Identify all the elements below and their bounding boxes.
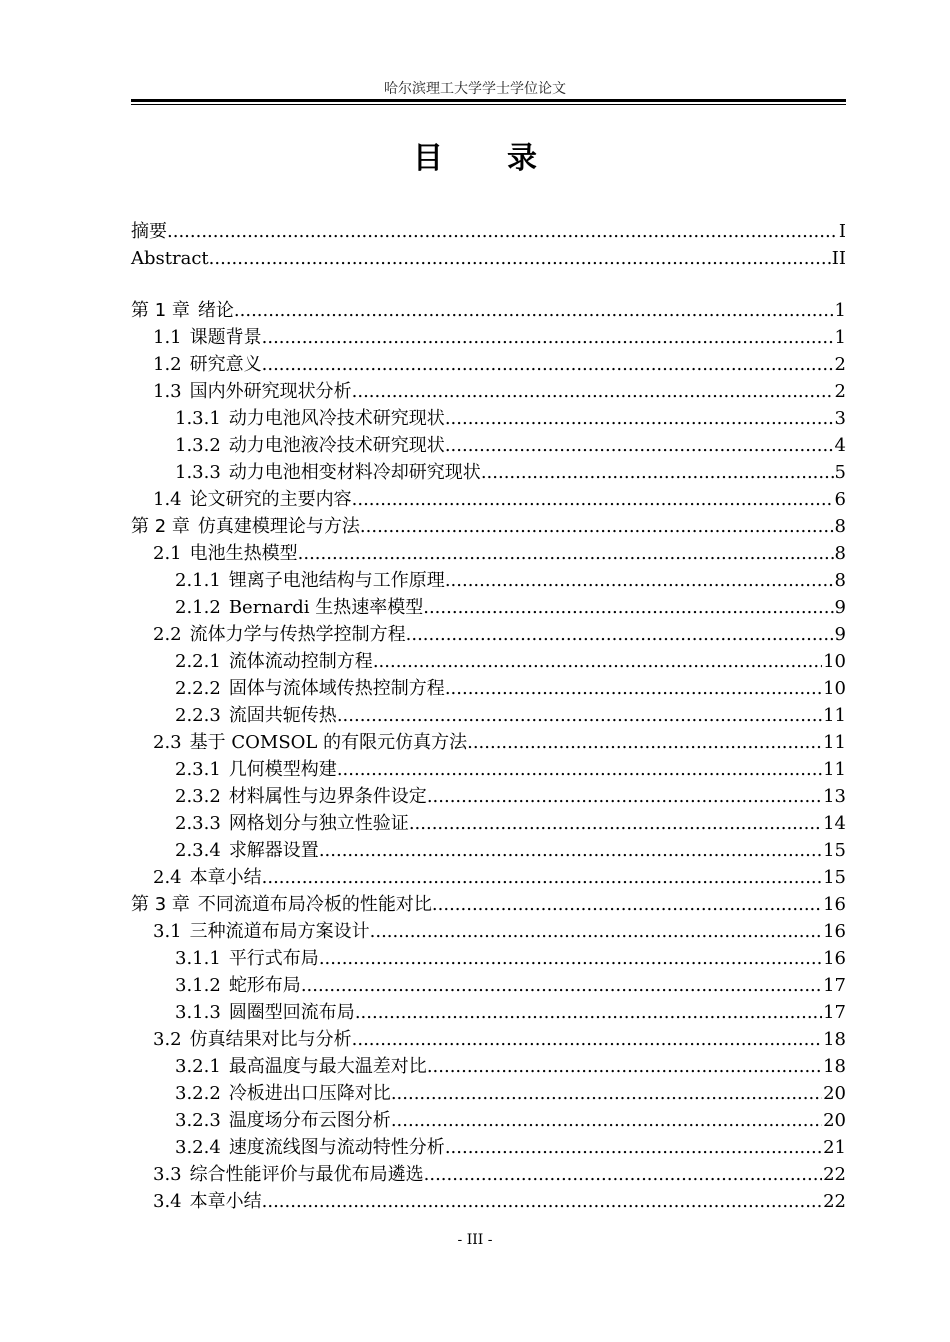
page-number-footer: - III - — [457, 1232, 493, 1248]
toc-entry-number: 3.2 — [153, 1029, 182, 1050]
toc-leader-dots — [319, 945, 822, 972]
toc-entry-number: 1.2 — [153, 354, 182, 375]
toc-entry-number: 3.2.3 — [175, 1110, 221, 1131]
toc-entry-label: 国内外研究现状分析 — [189, 381, 352, 402]
toc-entry-page: 13 — [823, 786, 846, 807]
toc-entry-number: 3.4 — [153, 1191, 182, 1212]
toc-entry[interactable] — [131, 918, 846, 945]
toc-entry[interactable] — [131, 351, 846, 378]
toc-entry-number: 3.2.4 — [175, 1137, 221, 1158]
toc-entry[interactable] — [131, 891, 846, 918]
toc-entry-number: 第 1 章 — [131, 300, 190, 321]
toc-entry-label: 冷板进出口压降对比 — [228, 1083, 391, 1104]
toc-entry-number: 1.3.3 — [175, 462, 221, 483]
toc-entry-number: 1.3.2 — [175, 435, 221, 456]
toc-entry[interactable] — [131, 1026, 846, 1053]
toc-entry-page: 18 — [823, 1029, 846, 1050]
toc-entry-number: 2.3.2 — [175, 786, 221, 807]
toc-entry-label: Bernardi 生热速率模型 — [228, 597, 424, 618]
toc-entry-page: 8 — [834, 516, 846, 537]
toc-leader-dots — [467, 729, 822, 756]
toc-entry-title — [175, 675, 445, 702]
toc-entry-number: 2.2 — [153, 624, 182, 645]
toc-entry-page: 11 — [823, 705, 846, 726]
toc-entry[interactable] — [131, 1188, 846, 1215]
toc-leader-dots — [209, 245, 831, 272]
toc-leader-dots — [337, 702, 822, 729]
toc-entry-page: 10 — [823, 678, 846, 699]
toc-front-matter — [131, 218, 846, 272]
toc-leader-dots — [481, 459, 834, 486]
toc-entry-number: 2.2.2 — [175, 678, 221, 699]
toc-entry[interactable] — [131, 972, 846, 999]
toc-entry-number: 2.3 — [153, 732, 182, 753]
toc-entry-label: 不同流道布局冷板的性能对比 — [197, 894, 432, 915]
toc-body — [131, 297, 846, 1215]
toc-entry-page: 21 — [823, 1137, 846, 1158]
toc-entry[interactable] — [131, 729, 846, 756]
toc-entry[interactable] — [131, 513, 846, 540]
toc-entry-title — [175, 1107, 391, 1134]
toc-entry-number: 2.4 — [153, 867, 182, 888]
toc-entry-title — [153, 378, 352, 405]
toc-entry[interactable] — [131, 324, 846, 351]
toc-entry-page: 2 — [834, 354, 846, 375]
toc-entry-number: 2.2.3 — [175, 705, 221, 726]
toc-entry[interactable] — [131, 378, 846, 405]
toc-entry-page: 1 — [834, 300, 846, 321]
toc-entry-page: 4 — [834, 435, 846, 456]
title-char-left: 目 — [413, 141, 443, 176]
toc-entry-label: 流体流动控制方程 — [228, 651, 373, 672]
toc-entry-page: 20 — [823, 1083, 846, 1104]
toc-entry-label: Abstract — [131, 248, 209, 269]
toc-entry[interactable] — [131, 405, 846, 432]
toc-entry-number: 3.1.3 — [175, 1002, 221, 1023]
toc-leader-dots — [352, 1026, 822, 1053]
toc-entry-number: 3.1.1 — [175, 948, 221, 969]
toc-entry-label: 三种流道布局方案设计 — [189, 921, 370, 942]
toc-entry-number: 第 2 章 — [131, 516, 190, 537]
toc-leader-dots — [298, 540, 834, 567]
toc-entry[interactable] — [131, 837, 846, 864]
toc-entry-page: 20 — [823, 1110, 846, 1131]
toc-entry-number: 2.1 — [153, 543, 182, 564]
toc-entry-label: 平行式布局 — [228, 948, 319, 969]
toc-entry-title — [175, 405, 445, 432]
toc-entry-page: 16 — [823, 948, 846, 969]
toc-leader-dots — [427, 1053, 822, 1080]
toc-entry-page: 8 — [834, 570, 846, 591]
toc-entry-title — [153, 1188, 262, 1215]
toc-entry-page: 10 — [823, 651, 846, 672]
toc-leader-dots — [262, 351, 834, 378]
toc-entry[interactable] — [131, 945, 846, 972]
toc-entry-page: 6 — [834, 489, 846, 510]
toc-entry[interactable] — [131, 1161, 846, 1188]
toc-entry-label: 温度场分布云图分析 — [228, 1110, 391, 1131]
toc-leader-dots — [167, 218, 838, 245]
toc-leader-dots — [301, 972, 822, 999]
toc-entry-page: 1 — [834, 327, 846, 348]
toc-leader-dots — [445, 675, 822, 702]
toc-entry-title — [175, 837, 319, 864]
toc-entry[interactable] — [131, 1080, 846, 1107]
toc-entry[interactable] — [131, 783, 846, 810]
toc-leader-dots — [352, 378, 834, 405]
toc-leader-dots — [427, 783, 822, 810]
toc-leader-dots — [262, 864, 822, 891]
toc-entry-title — [131, 513, 360, 540]
toc-entry-number: 3.2.2 — [175, 1083, 221, 1104]
toc-entry-number: 1.3 — [153, 381, 182, 402]
toc-entry[interactable] — [131, 864, 846, 891]
toc-entry-number: 3.2.1 — [175, 1056, 221, 1077]
toc-entry-title — [175, 459, 481, 486]
toc-spacer — [131, 272, 846, 297]
toc-entry-title — [175, 756, 337, 783]
toc-entry-title — [153, 918, 370, 945]
toc-entry-title — [153, 540, 298, 567]
toc-entry[interactable] — [131, 621, 846, 648]
toc-entry[interactable] — [131, 810, 846, 837]
toc-entry-title — [175, 1134, 445, 1161]
toc-entry-title — [153, 1026, 352, 1053]
toc-entry-number: 2.3.1 — [175, 759, 221, 780]
toc-leader-dots — [337, 756, 822, 783]
toc-entry-label: 综合性能评价与最优布局遴选 — [189, 1164, 424, 1185]
toc-leader-dots — [360, 513, 834, 540]
toc-entry[interactable] — [131, 459, 846, 486]
toc-leader-dots — [391, 1107, 822, 1134]
toc-leader-dots — [262, 324, 834, 351]
toc-entry-title — [131, 297, 234, 324]
toc-entry-label: 动力电池相变材料冷却研究现状 — [228, 462, 481, 483]
toc-entry-title — [153, 486, 352, 513]
toc-entry-label: 求解器设置 — [228, 840, 319, 861]
toc-leader-dots — [409, 810, 822, 837]
toc-entry-page: 16 — [823, 894, 846, 915]
toc-entry[interactable] — [131, 245, 846, 272]
toc-entry-page: 9 — [834, 597, 846, 618]
toc-entry-number: 第 3 章 — [131, 894, 190, 915]
toc-entry-page: 9 — [834, 624, 846, 645]
toc-entry-label: 流体力学与传热学控制方程 — [189, 624, 406, 645]
toc-leader-dots — [319, 837, 822, 864]
toc-leader-dots — [445, 567, 834, 594]
running-header: 哈尔滨理工大学学士学位论文 — [384, 81, 566, 97]
toc-entry-title — [175, 972, 301, 999]
toc-entry[interactable] — [131, 675, 846, 702]
toc-leader-dots — [445, 1134, 822, 1161]
toc-leader-dots — [432, 891, 822, 918]
toc-entry-label: 仿真结果对比与分析 — [189, 1029, 352, 1050]
toc-entry-title — [153, 324, 262, 351]
toc-entry-label: 本章小结 — [189, 1191, 262, 1212]
toc-leader-dots — [352, 486, 834, 513]
toc-entry-title — [153, 864, 262, 891]
toc-leader-dots — [373, 648, 822, 675]
toc-entry-page: 17 — [823, 975, 846, 996]
header-rule-thick — [131, 99, 846, 102]
toc-entry-number: 3.3 — [153, 1164, 182, 1185]
toc-entry[interactable] — [131, 999, 846, 1026]
toc-entry-title — [175, 1080, 391, 1107]
toc-entry-label: 网格划分与独立性验证 — [228, 813, 409, 834]
toc-entry-title — [175, 945, 319, 972]
toc-entry-title — [131, 891, 432, 918]
toc-entry[interactable] — [131, 567, 846, 594]
toc-entry-page: 18 — [823, 1056, 846, 1077]
toc-entry[interactable] — [131, 297, 846, 324]
toc-entry-page: 22 — [823, 1191, 846, 1212]
toc-entry-page: 22 — [823, 1164, 846, 1185]
toc-entry-label: 摘要 — [131, 221, 167, 242]
toc-entry-title — [131, 218, 167, 245]
toc-entry-label: 蛇形布局 — [228, 975, 301, 996]
toc-entry-label: 流固共轭传热 — [228, 705, 337, 726]
toc-entry-number: 2.1.1 — [175, 570, 221, 591]
toc-entry-number: 1.1 — [153, 327, 182, 348]
toc-entry-label: 固体与流体域传热控制方程 — [228, 678, 445, 699]
toc-entry-title — [175, 567, 445, 594]
toc-entry-title — [131, 245, 209, 272]
toc-entry[interactable] — [131, 702, 846, 729]
toc-entry-label: 本章小结 — [189, 867, 262, 888]
toc-entry-title — [175, 1053, 427, 1080]
toc-leader-dots — [234, 297, 834, 324]
toc-entry-page: 17 — [823, 1002, 846, 1023]
toc-entry-title — [175, 594, 423, 621]
toc-entry-label: 锂离子电池结构与工作原理 — [228, 570, 445, 591]
toc-entry-label: 速度流线图与流动特性分析 — [228, 1137, 445, 1158]
toc-entry-title — [175, 783, 427, 810]
toc-leader-dots — [424, 1161, 822, 1188]
toc-leader-dots — [445, 405, 834, 432]
toc-entry-label: 动力电池液冷技术研究现状 — [228, 435, 445, 456]
toc-entry-label: 课题背景 — [189, 327, 262, 348]
page-title — [0, 133, 950, 177]
toc-entry-number: 3.1 — [153, 921, 182, 942]
toc-entry-label: 最高温度与最大温差对比 — [228, 1056, 427, 1077]
toc-entry[interactable] — [131, 540, 846, 567]
toc-entry-page: I — [838, 221, 846, 242]
toc-entry-page: 2 — [834, 381, 846, 402]
toc-entry-title — [153, 621, 406, 648]
toc-entry-page: 15 — [823, 867, 846, 888]
toc-entry[interactable] — [131, 218, 846, 245]
toc-entry-label: 仿真建模理论与方法 — [197, 516, 360, 537]
toc-entry[interactable] — [131, 1053, 846, 1080]
toc-entry-number: 2.3.4 — [175, 840, 221, 861]
toc-entry-page: II — [831, 248, 846, 269]
toc-entry-title — [175, 702, 337, 729]
toc-entry[interactable] — [131, 1134, 846, 1161]
table-of-contents — [131, 218, 846, 1215]
header-rule-thin — [131, 104, 846, 105]
toc-leader-dots — [262, 1188, 822, 1215]
toc-leader-dots — [406, 621, 834, 648]
toc-entry[interactable] — [131, 486, 846, 513]
toc-leader-dots — [445, 432, 834, 459]
toc-entry-page: 11 — [823, 759, 846, 780]
toc-leader-dots — [391, 1080, 822, 1107]
toc-entry-number: 1.4 — [153, 489, 182, 510]
toc-entry-label: 绪论 — [197, 300, 234, 321]
toc-entry-title — [175, 999, 355, 1026]
toc-entry-number: 2.2.1 — [175, 651, 221, 672]
toc-entry-page: 5 — [834, 462, 846, 483]
toc-entry-title — [153, 1161, 424, 1188]
toc-entry-page: 11 — [823, 732, 846, 753]
toc-entry-number: 2.1.2 — [175, 597, 221, 618]
toc-entry-label: 动力电池风冷技术研究现状 — [228, 408, 445, 429]
toc-entry-number: 2.3.3 — [175, 813, 221, 834]
toc-entry-label: 论文研究的主要内容 — [189, 489, 352, 510]
toc-leader-dots — [355, 999, 822, 1026]
toc-entry-page: 8 — [834, 543, 846, 564]
toc-entry-label: 几何模型构建 — [228, 759, 337, 780]
title-char-right: 录 — [507, 141, 537, 176]
toc-entry-label: 材料属性与边界条件设定 — [228, 786, 427, 807]
toc-entry-page: 14 — [823, 813, 846, 834]
toc-entry-page: 15 — [823, 840, 846, 861]
toc-entry-page: 3 — [834, 408, 846, 429]
toc-entry-label: 圆圈型回流布局 — [228, 1002, 355, 1023]
toc-entry[interactable] — [131, 756, 846, 783]
toc-entry[interactable] — [131, 432, 846, 459]
toc-entry-title — [175, 432, 445, 459]
toc-entry-label: 电池生热模型 — [189, 543, 298, 564]
toc-entry-title — [153, 351, 262, 378]
toc-entry-number: 3.1.2 — [175, 975, 221, 996]
toc-entry-page: 16 — [823, 921, 846, 942]
toc-entry[interactable] — [131, 648, 846, 675]
toc-entry-title — [175, 648, 373, 675]
toc-leader-dots — [423, 594, 833, 621]
toc-entry-label: 研究意义 — [189, 354, 262, 375]
toc-entry-title — [175, 810, 409, 837]
toc-entry-number: 1.3.1 — [175, 408, 221, 429]
toc-entry-label: 基于 COMSOL 的有限元仿真方法 — [189, 732, 468, 753]
toc-entry[interactable] — [131, 1107, 846, 1134]
toc-entry[interactable] — [131, 594, 846, 621]
toc-entry-title — [153, 729, 467, 756]
toc-leader-dots — [370, 918, 822, 945]
